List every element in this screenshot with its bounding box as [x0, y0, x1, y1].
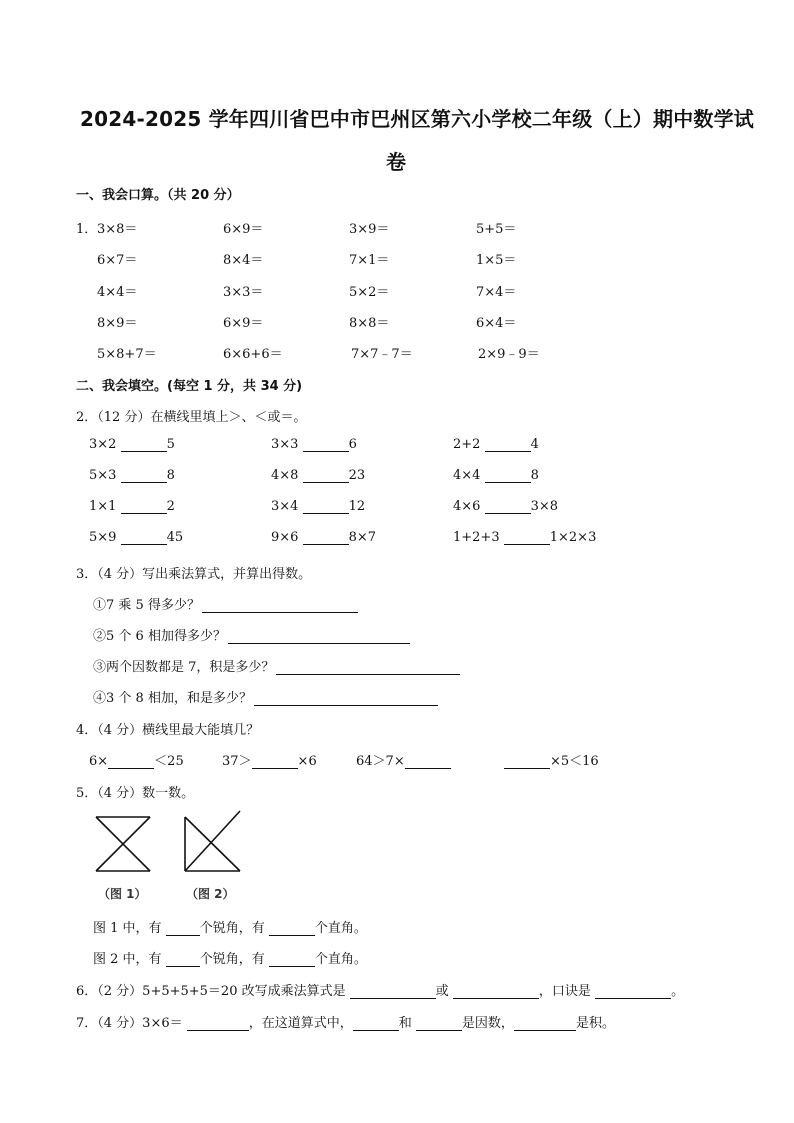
q2-right: 6	[348, 437, 357, 452]
answer-blank[interactable]	[350, 984, 436, 999]
answer-blank[interactable]	[405, 754, 451, 769]
q2-item	[453, 499, 558, 514]
q6-line	[76, 980, 684, 999]
q1-item: 6×9＝	[223, 222, 264, 237]
q4-a-post: ＜25	[154, 754, 184, 769]
q7-label: 7．（4 分）3×6＝	[76, 1016, 183, 1031]
q6-label: 6．（2 分）5+5+5+5＝20 改写成乘法算式是	[76, 984, 346, 999]
q2-item	[271, 499, 365, 514]
q2-left: 9×6	[271, 530, 299, 545]
answer-blank[interactable]	[504, 754, 550, 769]
q2-left: 4×6	[453, 499, 481, 514]
q2-right: 1×2×3	[549, 530, 597, 545]
q7-line	[76, 1012, 615, 1031]
answer-blank[interactable]	[353, 1016, 399, 1031]
q5-text: 个直角。	[314, 921, 367, 936]
answer-blank[interactable]	[166, 952, 200, 967]
q5-text: 图 2 中，有	[93, 952, 162, 967]
q4-item-c	[356, 750, 451, 769]
q1-item: 7×4＝	[476, 285, 517, 300]
q2-right: 8×7	[348, 530, 377, 545]
section1-heading: 一、我会口算。（共 20 分）	[76, 188, 240, 203]
q1-item: 3×9＝	[349, 222, 390, 237]
q2-item	[453, 530, 596, 545]
q2-left: 5×9	[89, 530, 117, 545]
q1-item: 3×3＝	[223, 285, 264, 300]
figure-1-caption: （图 1）	[98, 887, 147, 901]
q3-item	[93, 625, 410, 644]
q1-number: 1．	[76, 222, 98, 237]
q2-item	[89, 468, 175, 483]
q2-left: 4×8	[271, 468, 299, 483]
q2-right: 5	[166, 437, 175, 452]
answer-blank[interactable]	[303, 437, 349, 452]
q5-label: 5．（4 分）数一数。	[76, 786, 195, 801]
answer-blank[interactable]	[121, 499, 167, 514]
q1-item: 6×9＝	[223, 316, 264, 331]
answer-blank[interactable]	[303, 499, 349, 514]
q1-item: 8×8＝	[349, 316, 390, 331]
section2-heading: 二、我会填空。(每空 1 分，共 34 分)	[76, 379, 303, 394]
q5-text: 个锐角，有	[199, 952, 265, 967]
q7-text: ，在这道算式中，	[248, 1016, 353, 1031]
q3-item-text: ②5 个 6 相加得多少？	[93, 629, 226, 644]
answer-blank[interactable]	[108, 754, 154, 769]
q4-c-pre: 64＞7×	[356, 754, 405, 769]
q1-item: 6×4＝	[476, 316, 517, 331]
q6-mnemonic: ，口诀是	[538, 984, 591, 999]
q2-left: 5×3	[89, 468, 117, 483]
q2-left: 1+2+3	[453, 530, 500, 545]
q4-item-d	[504, 750, 599, 769]
q2-item	[453, 437, 539, 452]
q4-a-pre: 6×	[89, 754, 109, 769]
q1-item: 7×1＝	[349, 253, 390, 268]
q4-b-pre: 37＞	[222, 754, 252, 769]
q1-item: 1×5＝	[476, 253, 517, 268]
figure-2-caption: （图 2）	[186, 887, 235, 901]
q4-b-post: ×6	[297, 754, 317, 769]
q3-label: 3．（4 分）写出乘法算式，并算出得数。	[76, 567, 312, 582]
answer-blank[interactable]	[228, 629, 410, 644]
answer-blank[interactable]	[453, 984, 539, 999]
answer-blank[interactable]	[121, 468, 167, 483]
q4-item-a	[89, 750, 184, 769]
q2-item	[89, 530, 183, 545]
answer-blank[interactable]	[254, 691, 438, 706]
answer-blank[interactable]	[514, 1016, 576, 1031]
q2-item	[453, 468, 539, 483]
q2-left: 4×4	[453, 468, 481, 483]
answer-blank[interactable]	[202, 598, 358, 613]
q2-left: 3×3	[271, 437, 299, 452]
q5-text: 个直角。	[314, 952, 367, 967]
q2-left: 2+2	[453, 437, 481, 452]
q2-right: 8	[530, 468, 539, 483]
answer-blank[interactable]	[121, 437, 167, 452]
q2-right: 23	[348, 468, 366, 483]
answer-blank[interactable]	[121, 530, 167, 545]
q1-item: 4×4＝	[97, 285, 138, 300]
q6-or: 或	[435, 984, 449, 999]
answer-blank[interactable]	[187, 1016, 249, 1031]
q2-item	[271, 468, 365, 483]
figure-2-right-triangle	[182, 809, 244, 875]
q1-item: 8×4＝	[223, 253, 264, 268]
q1-item: 7×7﹣7＝	[351, 347, 413, 362]
q2-item	[271, 437, 357, 452]
answer-blank[interactable]	[166, 921, 200, 936]
q1-item: 2×9﹣9＝	[478, 347, 540, 362]
q2-left: 3×4	[271, 499, 299, 514]
q7-text: 是积。	[575, 1016, 615, 1031]
q7-text: 和	[398, 1016, 412, 1031]
q5-line1	[93, 917, 367, 936]
q1-item: 5+5＝	[476, 222, 517, 237]
answer-blank[interactable]	[269, 952, 315, 967]
q2-item	[89, 499, 175, 514]
q1-item: 8×9＝	[97, 316, 138, 331]
q1-item: 5×2＝	[349, 285, 390, 300]
q2-right: 8	[166, 468, 175, 483]
q4-label: 4．（4 分）横线里最大能填几？	[76, 723, 260, 738]
q2-right: 4	[530, 437, 539, 452]
q3-item	[93, 594, 358, 613]
q1-item: 5×8+7＝	[97, 347, 157, 362]
q2-item	[271, 530, 376, 545]
answer-blank[interactable]	[485, 437, 531, 452]
answer-blank[interactable]	[303, 468, 349, 483]
q2-left: 3×2	[89, 437, 117, 452]
q3-item-text: ④3 个 8 相加，和是多少？	[93, 691, 252, 706]
q6-end: 。	[671, 984, 685, 999]
q5-text: 图 1 中，有	[93, 921, 162, 936]
q4-d-post: ×5＜16	[550, 754, 599, 769]
q2-item	[89, 437, 175, 452]
q1-item: 6×7＝	[97, 253, 138, 268]
q2-left: 1×1	[89, 499, 117, 514]
q3-item	[93, 687, 438, 706]
q3-item	[93, 656, 460, 675]
figure-1-hourglass	[94, 815, 154, 875]
q4-item-b	[222, 750, 317, 769]
q3-item-text: ①7 乘 5 得多少？	[93, 598, 200, 613]
q2-right: 45	[166, 530, 184, 545]
q1-item: 6×6+6＝	[223, 347, 283, 362]
answer-blank[interactable]	[252, 754, 298, 769]
page-title-line1: 2024-2025 学年四川省巴中市巴州区第六小学校二年级（上）期中数学试	[80, 107, 754, 131]
q5-line2	[93, 948, 367, 967]
answer-blank[interactable]	[595, 984, 671, 999]
answer-blank[interactable]	[504, 530, 550, 545]
q2-right: 3×8	[530, 499, 559, 514]
q1-item: 3×8＝	[97, 222, 138, 237]
q2-right: 2	[166, 499, 175, 514]
q2-right: 12	[348, 499, 366, 514]
answer-blank[interactable]	[269, 921, 315, 936]
q5-text: 个锐角，有	[199, 921, 265, 936]
answer-blank[interactable]	[303, 530, 349, 545]
answer-blank[interactable]	[416, 1016, 462, 1031]
answer-blank[interactable]	[485, 499, 531, 514]
answer-blank[interactable]	[485, 468, 531, 483]
q2-label: 2．（12 分）在横线里填上＞、＜或＝。	[76, 410, 307, 425]
page-title-line2: 卷	[386, 150, 407, 174]
q7-text: 是因数，	[461, 1016, 514, 1031]
q3-item-text: ③两个因数都是 7，积是多少？	[93, 660, 275, 675]
answer-blank[interactable]	[276, 660, 460, 675]
